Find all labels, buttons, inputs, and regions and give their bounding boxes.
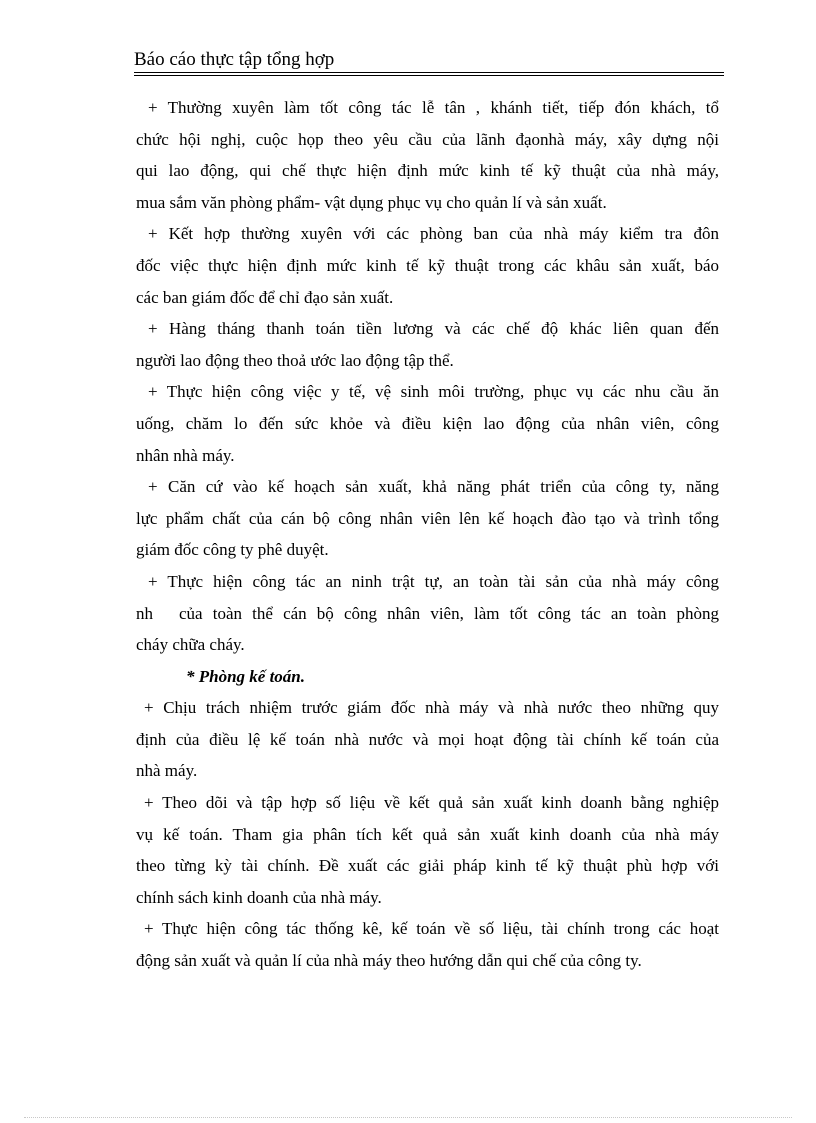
text-line: + Thực hiện công tác thống kê, kế toán về số liệu, tài chính trong các hoạt bbox=[144, 919, 719, 939]
text-line: định của điều lệ kế toán nhà nước và mọi hoạt động tài chính kế toán của bbox=[136, 729, 719, 749]
section-heading-accounting: * Phòng kế toán. bbox=[186, 666, 306, 686]
header-rule-bottom bbox=[134, 75, 724, 76]
text-line: mua sắm văn phòng phẩm- vật dụng phục vụ cho quản lí và sản xuất. bbox=[136, 192, 607, 212]
text-line: chính sách kinh doanh của nhà máy. bbox=[136, 887, 382, 907]
text-line: uống, chăm lo đến sức khỏe và điều kiện lao động của nhân viên, công bbox=[136, 413, 719, 433]
page-header bbox=[134, 48, 724, 76]
text-line: chức hội nghị, cuộc họp theo yêu cầu của lãnh đạonhà máy, xây dựng nội bbox=[136, 129, 719, 149]
document-body bbox=[136, 92, 719, 977]
text-line: nhà máy. bbox=[136, 761, 198, 781]
text-line: + Thực hiện công việc y tế, vệ sinh môi trường, phục vụ các nhu cầu ăn bbox=[148, 382, 719, 402]
paragraph-security-duties bbox=[136, 566, 719, 661]
paragraph-accounting-responsibility bbox=[136, 692, 719, 787]
text-fragment: của toàn thể cán bộ công nhân viên, làm tốt công tác an toàn phòng bbox=[179, 603, 719, 623]
paragraph-health-duties bbox=[136, 376, 719, 471]
text-line: + Hàng tháng thanh toán tiền lương và các chế độ khác liên quan đến bbox=[148, 319, 719, 339]
paragraph-accounting-monitoring bbox=[136, 787, 719, 913]
text-line: + Thường xuyên làm tốt công tác lễ tân , khánh tiết, tiếp đón khách, tổ bbox=[148, 98, 719, 117]
text-line: giám đốc công ty phê duyệt. bbox=[136, 540, 329, 560]
text-line: cháy chữa cháy. bbox=[136, 635, 245, 655]
text-line: + Chịu trách nhiệm trước giám đốc nhà máy và nhà nước theo những quy bbox=[144, 698, 719, 718]
text-line: + Thực hiện công tác an ninh trật tự, an toàn tài sản của nhà máy công bbox=[148, 571, 719, 591]
text-gap bbox=[153, 598, 179, 630]
text-line: vụ kế toán. Tham gia phân tích kết quả sản xuất kinh doanh của nhà máy bbox=[136, 824, 719, 844]
text-line: động sản xuất và quản lí của nhà máy theo hướng dẫn qui chế của công ty. bbox=[136, 951, 642, 971]
paragraph-accounting-statistics bbox=[136, 913, 719, 976]
text-line: + Theo dõi và tập hợp số liệu về kết quả sản xuất kinh doanh bằng nghiệp bbox=[144, 793, 719, 813]
text-line: nhân nhà máy. bbox=[136, 445, 235, 465]
paragraph-training-duties bbox=[136, 471, 719, 566]
paragraph-reception-duties bbox=[136, 92, 719, 218]
text-line: + Kết hợp thường xuyên với các phòng ban của nhà máy kiểm tra đôn bbox=[148, 224, 719, 244]
text-line: đốc việc thực hiện định mức kinh tế kỹ thuật trong các khâu sản xuất, báo bbox=[136, 255, 719, 275]
page-header-title: Báo cáo thực tập tổng hợp bbox=[134, 49, 335, 70]
text-fragment: nh bbox=[136, 603, 153, 623]
page-bottom-border bbox=[24, 1117, 792, 1118]
text-line: người lao động theo thoả ước lao động tập thể. bbox=[136, 350, 454, 370]
text-line: lực phẩm chất của cán bộ công nhân viên lên kế hoạch đào tạo và trình tổng bbox=[136, 508, 719, 528]
text-line: theo từng kỳ tài chính. Đề xuất các giải pháp kinh tế kỹ thuật phù hợp với bbox=[136, 856, 719, 876]
header-rule-top bbox=[134, 72, 724, 73]
text-line: + Căn cứ vào kế hoạch sản xuất, khả năng phát triển của công ty, năng bbox=[148, 477, 719, 497]
text-line: các ban giám đốc để chỉ đạo sản xuất. bbox=[136, 287, 394, 307]
paragraph-payroll-duties bbox=[136, 313, 719, 376]
text-line-with-gap bbox=[136, 598, 719, 630]
paragraph-coordination-duties bbox=[136, 218, 719, 313]
text-line: qui lao động, qui chế thực hiện định mức kinh tế kỹ thuật của nhà máy, bbox=[136, 161, 719, 181]
